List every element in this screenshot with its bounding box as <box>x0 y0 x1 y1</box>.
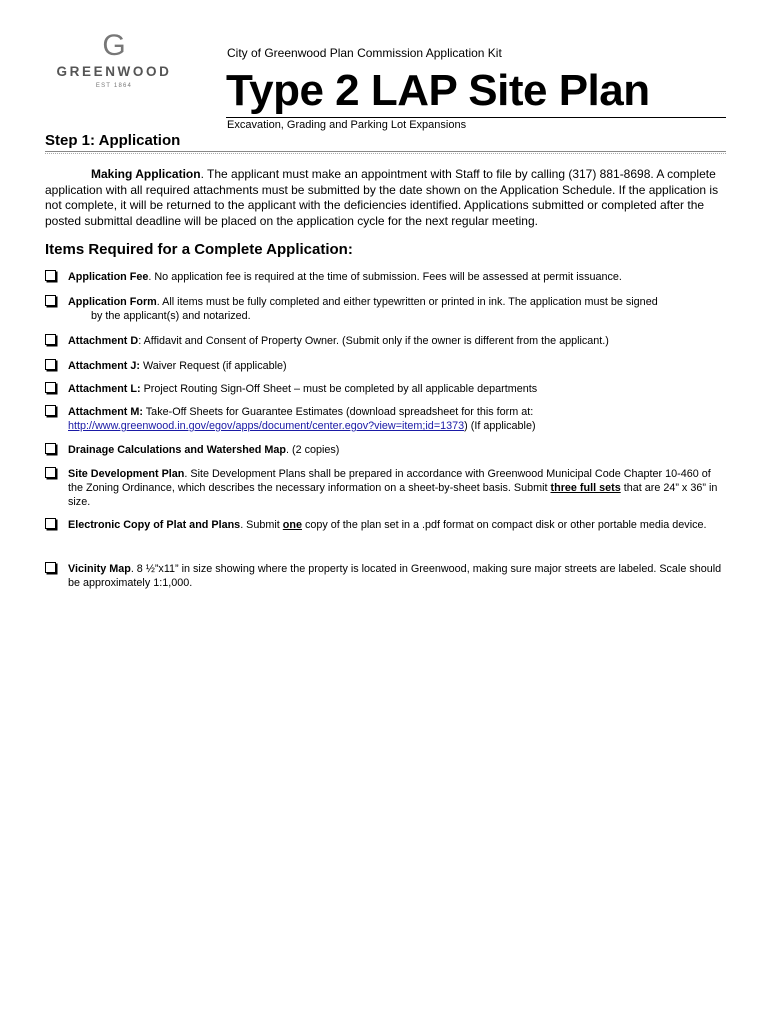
items-heading: Items Required for a Complete Application: <box>45 241 353 258</box>
item-electronic-copy <box>45 518 725 532</box>
page-title: Type 2 LAP Site Plan <box>226 66 650 115</box>
item-label: Site Development Plan <box>68 468 185 480</box>
item-emphasis: one <box>282 519 302 531</box>
item-application-form <box>45 295 725 323</box>
step-rule-dotted <box>45 153 726 154</box>
item-text: . All items must be fully completed and either typewritten or printed in ink. The application must be signed <box>156 296 658 308</box>
checkbox[interactable] <box>45 334 56 345</box>
item-text: : Affidavit and Consent of Property Owner. (Submit only if the owner is different from the applicant.) <box>138 335 609 347</box>
item-text-cont: by the applicant(s) and notarized. <box>91 310 251 322</box>
item-text: . Submit <box>240 519 283 531</box>
item-emphasis: three full sets <box>550 482 621 494</box>
item-text: Take-Off Sheets for Guarantee Estimates (download spreadsheet for this form at: <box>142 406 534 418</box>
item-attachment-m <box>45 405 725 433</box>
checkbox[interactable] <box>45 405 56 416</box>
logo-name: GREENWOOD <box>56 64 172 79</box>
item-label: Attachment M: <box>68 406 143 418</box>
item-application-fee <box>45 270 725 284</box>
intro-lead: Making Application <box>91 167 201 181</box>
item-label: Attachment D <box>68 335 139 347</box>
title-rule <box>226 117 726 118</box>
intro-text: . The applicant must make an appointment with Staff to file by calling (317) 881-8698. A complete application with all required attachments must be submitted by the date shown on the Application Schedule. If the application is not complete, it will be returned to the applicant with the deficiencies identified. Applications submitted or completed after the posted submittal deadline will be placed on the application cycle for the next regular meeting. <box>45 167 719 228</box>
item-attachment-l <box>45 382 725 396</box>
checkbox[interactable] <box>45 518 56 529</box>
item-text: . (2 copies) <box>285 444 340 456</box>
item-label: Application Fee <box>68 271 149 283</box>
item-label: Electronic Copy of Plat and Plans <box>68 519 241 531</box>
step-rule <box>45 151 726 152</box>
checkbox[interactable] <box>45 443 56 454</box>
item-vicinity-map <box>45 562 725 590</box>
item-label: Attachment L: <box>68 383 141 395</box>
item-attachment-j <box>45 359 725 373</box>
item-drainage <box>45 443 725 457</box>
item-label: Application Form <box>68 296 157 308</box>
intro-paragraph <box>45 167 725 229</box>
item-text: Project Routing Sign-Off Sheet – must be completed by all applicable departments <box>140 383 538 395</box>
download-link[interactable]: http://www.greenwood.in.gov/egov/apps/document/center.egov?view=item;id=1373 <box>68 420 465 432</box>
item-text-cont: ) (If applicable) <box>464 420 536 432</box>
page-subtitle: Excavation, Grading and Parking Lot Expansions <box>227 119 467 131</box>
item-label: Drainage Calculations and Watershed Map <box>68 444 286 456</box>
item-text: Waiver Request (if applicable) <box>140 360 287 372</box>
item-text: . Site Development Plans shall be prepared in accordance with Greenwood Municipal Code Chapter 10-460 of the Zoning Ordinance, which describes the necessary information on a sheet-by-sheet basis. Submit <box>68 468 711 494</box>
checkbox[interactable] <box>45 295 56 306</box>
checkbox[interactable] <box>45 562 56 573</box>
item-label: Attachment J: <box>68 360 140 372</box>
item-label: Vicinity Map <box>68 563 131 575</box>
logo-est: EST 1864 <box>95 83 133 89</box>
item-text: . 8 ½”x11” in size showing where the property is located in Greenwood, making sure major streets are labeled. Scale should be approximately 1:1,000. <box>68 563 722 589</box>
checkbox[interactable] <box>45 382 56 393</box>
checkbox[interactable] <box>45 467 56 478</box>
kit-label: City of Greenwood Plan Commission Application Kit <box>227 46 502 60</box>
item-text-cont: that are 24” x 36” in size. <box>68 482 718 508</box>
item-site-development-plan <box>45 467 725 509</box>
logo-letter: G <box>102 29 126 62</box>
item-text-cont: copy of the plan set in a .pdf format on compact disk or other portable media device. <box>302 519 707 531</box>
item-text: . No application fee is required at the time of submission. Fees will be assessed at permit issuance. <box>148 271 622 283</box>
item-attachment-d <box>45 334 725 348</box>
step-heading: Step 1: Application <box>45 132 181 149</box>
checkbox[interactable] <box>45 270 56 281</box>
greenwood-logo <box>50 30 178 89</box>
checkbox[interactable] <box>45 359 56 370</box>
